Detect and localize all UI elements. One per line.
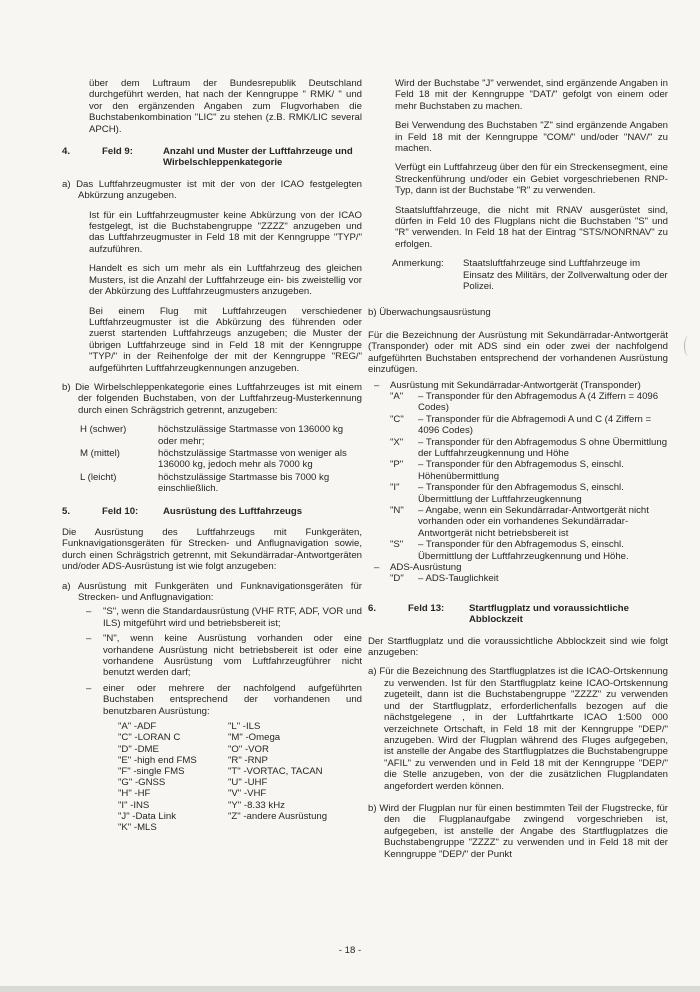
- code-item: "A" -ADF: [118, 721, 157, 733]
- transponder-list: [368, 380, 668, 585]
- paragraph: Staatsluftfahrzeuge, die nicht mit RNAV ausgerüstet sind, dürfen in Feld 10 des Flugplans nicht die Buchstaben "S" und "R" verwenden. In Feld 18 hat der Eintrag "STS/NONRNAV" zu erfolgen.: [395, 204, 668, 250]
- dash-item: – einer oder mehrere der nachfolgend aufgeführten Buchstaben entsprechend der vorhandenen und benutzbaren Ausrüstung:: [86, 682, 362, 717]
- wake-category-row: L (leicht) höchstzulässige Startmasse bis 7000 kg einschließlich.: [80, 471, 330, 495]
- list-item-a: a) Für die Bezeichnung des Startflugplatzes ist die ICAO-Ortskennung zu verwenden. Ist für den Startflugplatz keine ICAO-Ortskennung zugeteilt, dann ist die Buchstabengruppe "ZZZZ" zu verwenden und der Startflugplatz, erforderlichenfalls bezogen auf die nächstgelegene , in der Luftfahrtkarte ICAO 1:500 000 verzeichnete Ortschaft, in Feld 18 mit der Kenngruppe "DEP/" anzugeben. Wird der Flugplan während des Fluges aufgegeben, ist anstelle der Angabe des Startflugplatzes die Buchstabengruppe "AFIL" zu verwenden und in Feld 18 mit der Kenngruppe "DEP/" die Stelle anzugeben, von der die zusätzlichen Flugplandaten angefordert werden können.: [368, 666, 668, 792]
- paragraph: Die Ausrüstung des Luftfahrzeugs mit Funkgeräten, Funknavigationsgeräten für Strecken- und Anflugnavigation sowie, durch einen Schrägstrich getrennt, mit Sekundärradar-Antwortgeräten und/oder ADS-Ausrüstung ist wie folgt anzugeben:: [62, 527, 362, 573]
- paragraph: Ist für ein Luftfahrzeugmuster keine Abkürzung von der ICAO festgelegt, ist die Buchstabengruppe "ZZZZ" anzugeben und das Luftfahrzeugmuster in Feld 18 mit der Kenngruppe "TYP/" aufzuführen.: [89, 209, 362, 255]
- code-item: "Y" -8.33 kHz: [228, 799, 285, 811]
- scan-mark: [684, 336, 693, 356]
- section-heading-4: 4. Feld 9: Anzahl und Muster der Luftfahrzeuge und Wirbelschleppenkategorie: [62, 146, 353, 169]
- transponder-item: "S" – Transponder für den Abfragemodus S, einschl. Übermittlung der Luftfahrzeugkennung und Höhe.: [390, 539, 629, 562]
- dash-item: – "N", wenn keine Ausrüstung vorhanden oder eine vorhandene Ausrüstung nicht betriebsbereit ist oder eine vorhandene Ausrüstung vom Luftfahrzeugführer nicht benutzt werden darf;: [86, 633, 362, 679]
- paragraph: Der Startflugplatz und die voraussichtliche Abblockzeit sind wie folgt anzugeben:: [368, 635, 668, 659]
- wake-category-row: M (mittel) höchstzulässige Startmasse von weniger als 136000 kg, jedoch mehr als 7000 kg: [80, 447, 347, 471]
- list-item-a: a) Das Luftfahrzeugmuster ist mit der von der ICAO festgelegten Abkürzung anzugeben.: [62, 178, 362, 202]
- right-column: [368, 78, 668, 868]
- dash-item: – "S", wenn die Standardausrüstung (VHF RTF, ADF, VOR und ILS) mitgeführt wird und betriebsbereit ist;: [86, 606, 362, 629]
- code-item: "L" -ILS: [228, 721, 261, 733]
- paragraph: Bei einem Flug mit Luftfahrzeugen verschiedener Luftfahrzeugmuster ist die Abkürzung des führenden oder zuerst startenden Luftfahrzeugs anzugeben; die Muster der übrigen Luftfahrzeuge sind in Feld 18 mit der Kenngruppe "TYP/" in der Reihenfolge der mit der Kenngruppe "REG/" aufgeführten Luftfahrzeugkennungen anzugeben.: [89, 305, 362, 374]
- code-item: "V" -VHF: [228, 788, 267, 800]
- list-item-a: a) Ausrüstung mit Funkgeräten und Funknavigationsgeräten für Strecken- und Anflugnavigation:: [62, 580, 362, 604]
- code-item: "J" -Data Link: [118, 810, 176, 822]
- list-heading: – Ausrüstung mit Sekundärradar-Antwortgerät (Transponder): [374, 379, 641, 391]
- code-item: [228, 822, 358, 833]
- list-item-b: b) Überwachungsausrüstung: [368, 306, 491, 318]
- code-item: "O" -VOR: [228, 743, 269, 755]
- code-item: "Z" -andere Ausrüstung: [228, 810, 328, 822]
- code-item: "T" -VORTAC, TACAN: [228, 765, 323, 777]
- transponder-item: "I" – Transponder für den Abfragemodus S, einschl. Übermittlung der Luftfahrzeugkennung: [390, 482, 624, 505]
- paragraph: Verfügt ein Luftfahrzeug über den für ein Streckensegment, eine Streckenführung und/oder ein Gebiet vorgeschriebenen RNP-Typ, dann ist der Buchstabe "R" zu verwenden.: [395, 162, 668, 197]
- transponder-item: "P" – Transponder für den Abfragemodus S, einschl. Höhenübermittlung: [390, 459, 624, 482]
- code-item: "C" -LORAN C: [118, 732, 181, 744]
- scan-edge: [0, 986, 700, 992]
- transponder-item: "N" – Angabe, wenn ein Sekundärradar-Antwortgerät nicht vorhanden oder ein vorhandenes Sekundärradar-Antwortgerät nicht betriebsbereit ist: [390, 505, 649, 539]
- note: Anmerkung: Staatsluftfahrzeuge sind Luftfahrzeuge im Einsatz des Militärs, der Zollverwaltung oder der Polizei.: [392, 258, 668, 293]
- code-item: "E" -high end FMS: [118, 754, 197, 766]
- code-item: "R" -RNP: [228, 754, 268, 766]
- page-number: - 18 -: [338, 945, 362, 956]
- wake-category-row: H (schwer) höchstzulässige Startmasse von 136000 kg oder mehr;: [80, 424, 344, 447]
- transponder-item: "A" – Transponder für den Abfragemodus A (4 Ziffern = 4096 Codes): [390, 390, 659, 414]
- transponder-item: "C" – Transponder für die Abfragemodi A und C (4 Ziffern = 4096 Codes): [390, 413, 652, 437]
- equipment-codes: [62, 721, 362, 833]
- section-heading-5: 5. Feld 10: Ausrüstung des Luftfahrzeugs: [62, 505, 303, 517]
- code-item: "G" -GNSS: [118, 777, 166, 789]
- list-item-b: b) Wird der Flugplan nur für einen bestimmten Teil der Flugstrecke, für den die Flugplanaufgabe zwingend vorgeschrieben ist, aufgegeben, ist anstelle der Angabe des Startflugplatzes die Buchstabengruppe "ZZZZ" zu verwenden und in Feld 18 mit der Kenngruppe "DEP/" der Punkt: [368, 802, 668, 860]
- code-item: "D" -DME: [118, 743, 159, 755]
- list-heading: – ADS-Ausrüstung: [374, 562, 462, 574]
- code-item: "I" -INS: [118, 799, 150, 811]
- wake-category-list: [62, 424, 362, 494]
- paragraph: Handelt es sich um mehr als ein Luftfahrzeug des gleichen Musters, ist die Anzahl der Luftfahrzeuge ein- bis zweistellig vor der Abkürzung des Luftfahrzeugmusters anzugeben.: [89, 263, 362, 298]
- paragraph: Für die Bezeichnung der Ausrüstung mit Sekundärradar-Antwortgerät (Transponder) oder mit ADS sind ein oder zwei der nachfolgend aufgeführten Buchstaben entsprechend der vorhandenen Ausrüstung einzufügen.: [368, 329, 668, 376]
- ads-item: "D" – ADS-Tauglichkeit: [390, 573, 499, 585]
- paragraph: Wird der Buchstabe "J" verwendet, sind ergänzende Angaben in Feld 18 mit der Kenngruppe "DAT/" gefolgt von einem oder mehr Buchstaben zu machen.: [395, 78, 668, 112]
- code-item: "F" -single FMS: [118, 765, 185, 777]
- left-column: [62, 78, 362, 833]
- paragraph: über dem Luftraum der Bundesrepublik Deutschland durchgeführt werden, hat nach der Kenngruppe " RMK/ " und vor den ergänzenden Angaben zum Flugvorhaben die Buchstabenkombination "LIC" zu stehen (z.B. RMK/LIC several APCH).: [89, 78, 362, 135]
- code-item: "H" -HF: [118, 788, 151, 800]
- section-heading-6: 6. Feld 13: Startflugplatz und voraussichtliche Abblockzeit: [368, 602, 629, 626]
- code-item: "M" -Omega: [228, 732, 281, 744]
- transponder-item: "X" – Transponder für den Abfragemodus S ohne Übermittlung der Luftfahrzeugkennung und Höhe: [390, 436, 668, 459]
- code-item: "K" -MLS: [118, 821, 157, 833]
- paragraph: Bei Verwendung des Buchstaben "Z" sind ergänzende Angaben in Feld 18 mit der Kenngruppe "COM/" und/oder "NAV/" zu machen.: [395, 120, 668, 155]
- list-item-b: b) Die Wirbelschleppenkategorie eines Luftfahrzeuges ist mit einem der folgenden Buchstaben, von der Luftfahrzeug-Musterkennung durch einen Schrägstrich getrennt, anzugeben:: [62, 381, 362, 416]
- code-item: "U" -UHF: [228, 777, 268, 789]
